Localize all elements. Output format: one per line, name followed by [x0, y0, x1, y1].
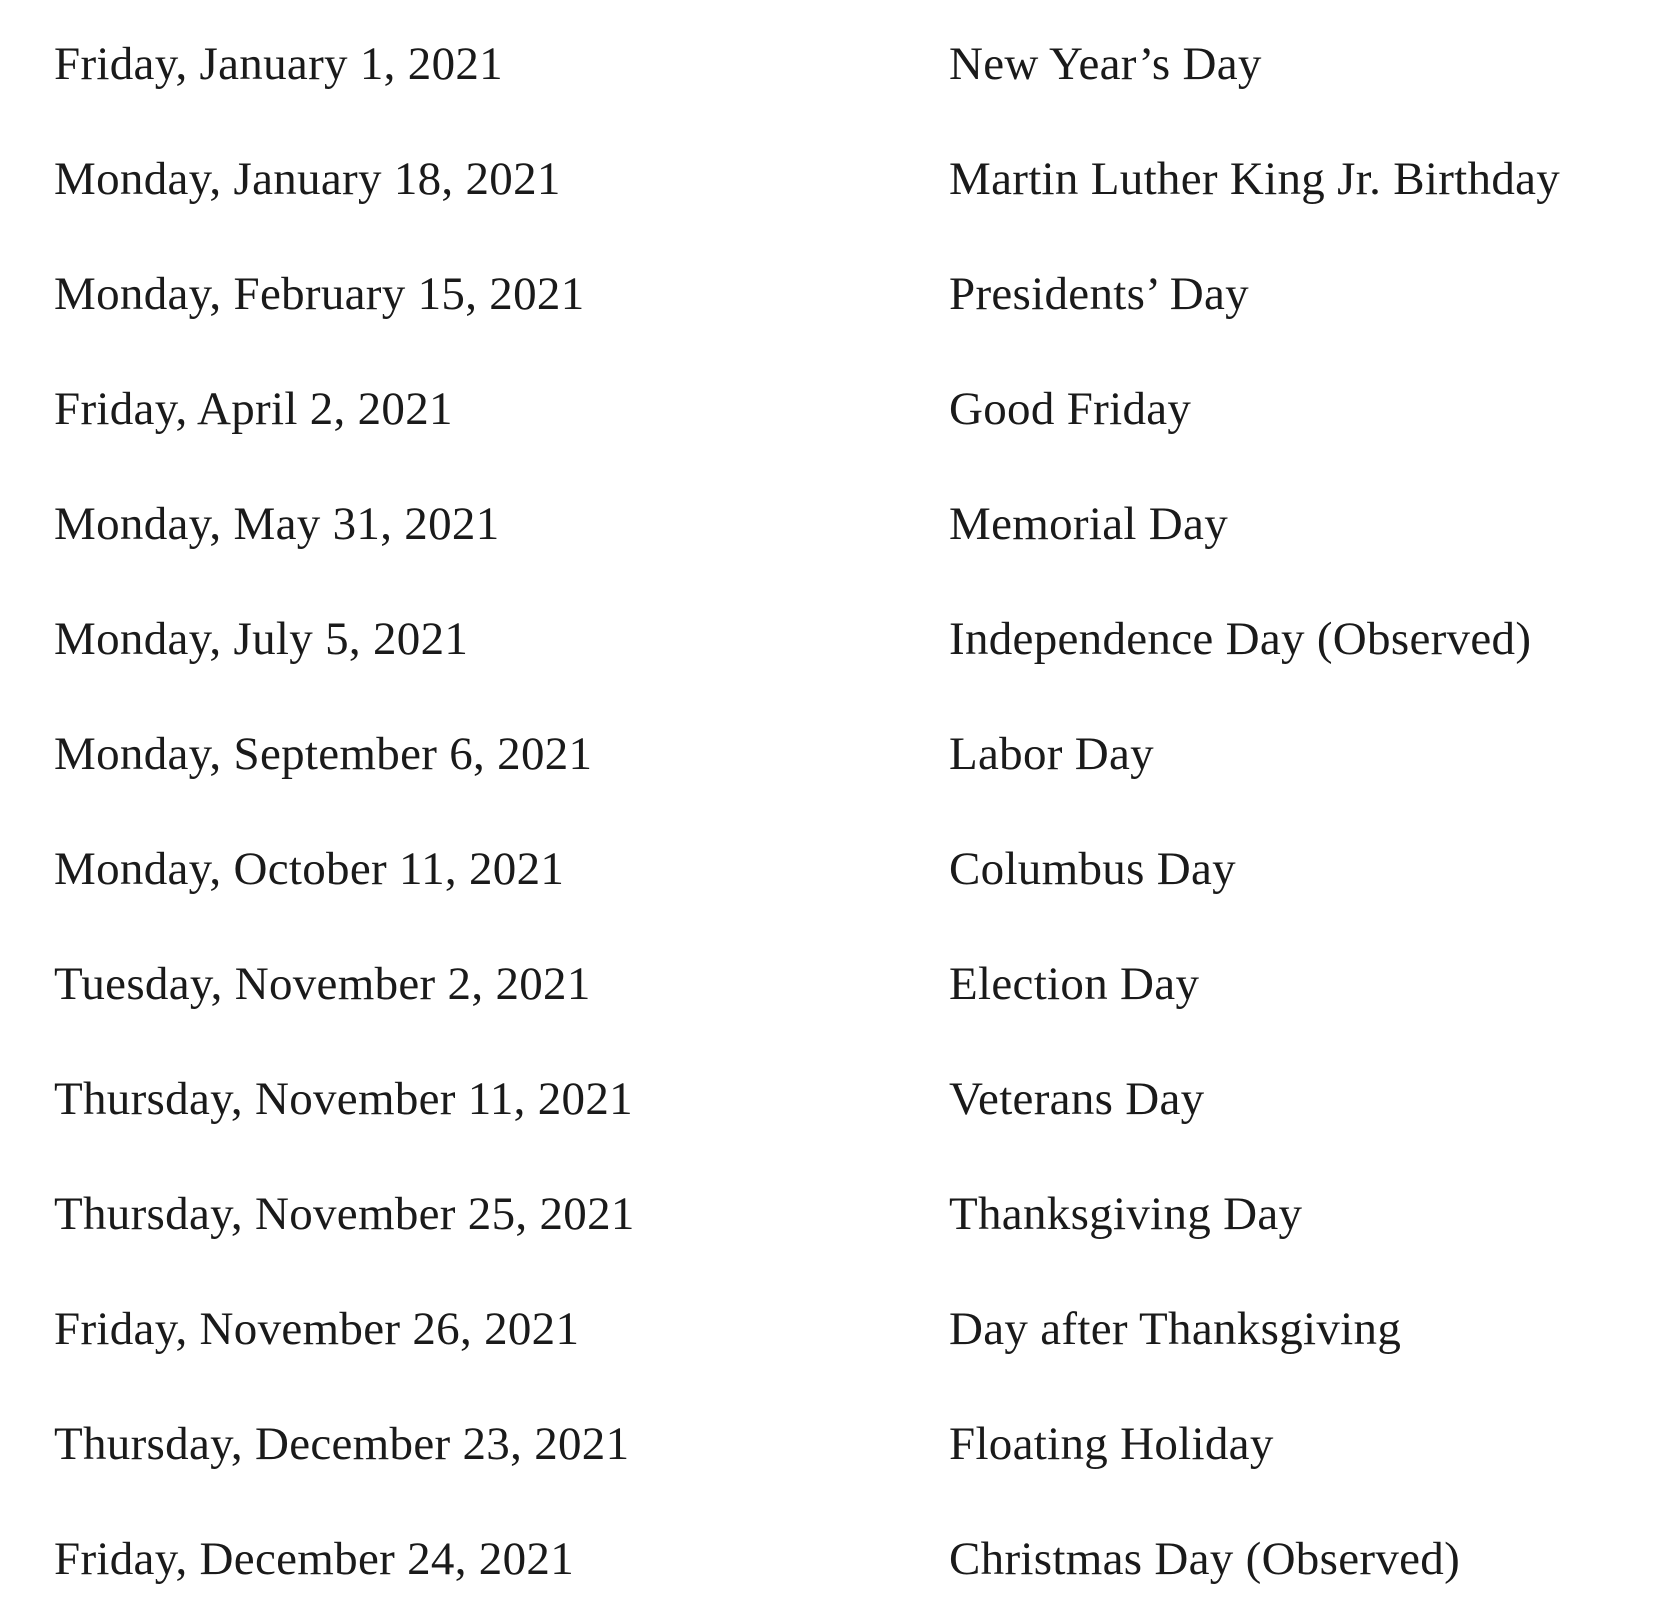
- holiday-row: [0, 494, 1676, 554]
- holiday-name: Memorial Day: [949, 498, 1228, 550]
- holiday-name: Christmas Day (Observed): [949, 1533, 1461, 1585]
- holiday-date: Monday, September 6, 2021: [54, 728, 593, 780]
- holiday-row: [0, 1184, 1676, 1244]
- holiday-name: Election Day: [949, 958, 1200, 1010]
- holiday-date: Thursday, November 11, 2021: [54, 1073, 633, 1125]
- holiday-row: [0, 379, 1676, 439]
- holiday-row: [0, 264, 1676, 324]
- holiday-date: Monday, May 31, 2021: [54, 498, 500, 550]
- holiday-date: Monday, July 5, 2021: [54, 613, 469, 665]
- holiday-name: Good Friday: [949, 383, 1192, 435]
- holiday-row: [0, 839, 1676, 899]
- holiday-name: Thanksgiving Day: [949, 1188, 1303, 1240]
- holiday-row: [0, 1529, 1676, 1589]
- holiday-name: Columbus Day: [949, 843, 1236, 895]
- holiday-name: New Year’s Day: [949, 38, 1262, 90]
- holiday-name: Day after Thanksgiving: [949, 1303, 1402, 1355]
- holiday-date: Friday, April 2, 2021: [54, 383, 453, 435]
- holiday-date: Friday, November 26, 2021: [54, 1303, 580, 1355]
- holiday-row: [0, 34, 1676, 94]
- holiday-date: Tuesday, November 2, 2021: [54, 958, 591, 1010]
- holiday-row: [0, 1069, 1676, 1129]
- holiday-row: [0, 954, 1676, 1014]
- holiday-date: Friday, January 1, 2021: [54, 38, 503, 90]
- holiday-name: Floating Holiday: [949, 1418, 1274, 1470]
- holiday-date: Thursday, December 23, 2021: [54, 1418, 630, 1470]
- holiday-row: [0, 1414, 1676, 1474]
- holiday-name: Independence Day (Observed): [949, 613, 1532, 665]
- holiday-date: Friday, December 24, 2021: [54, 1533, 575, 1585]
- holiday-row: [0, 724, 1676, 784]
- holiday-name: Veterans Day: [949, 1073, 1205, 1125]
- holiday-name: Presidents’ Day: [949, 268, 1249, 320]
- holiday-row: [0, 609, 1676, 669]
- holiday-date: Monday, February 15, 2021: [54, 268, 585, 320]
- holiday-row: [0, 149, 1676, 209]
- holiday-name: Martin Luther King Jr. Birthday: [949, 153, 1561, 205]
- holiday-row: [0, 1299, 1676, 1359]
- holiday-name: Labor Day: [949, 728, 1154, 780]
- holiday-date: Monday, October 11, 2021: [54, 843, 565, 895]
- holiday-date: Monday, January 18, 2021: [54, 153, 561, 205]
- holiday-date: Thursday, November 25, 2021: [54, 1188, 635, 1240]
